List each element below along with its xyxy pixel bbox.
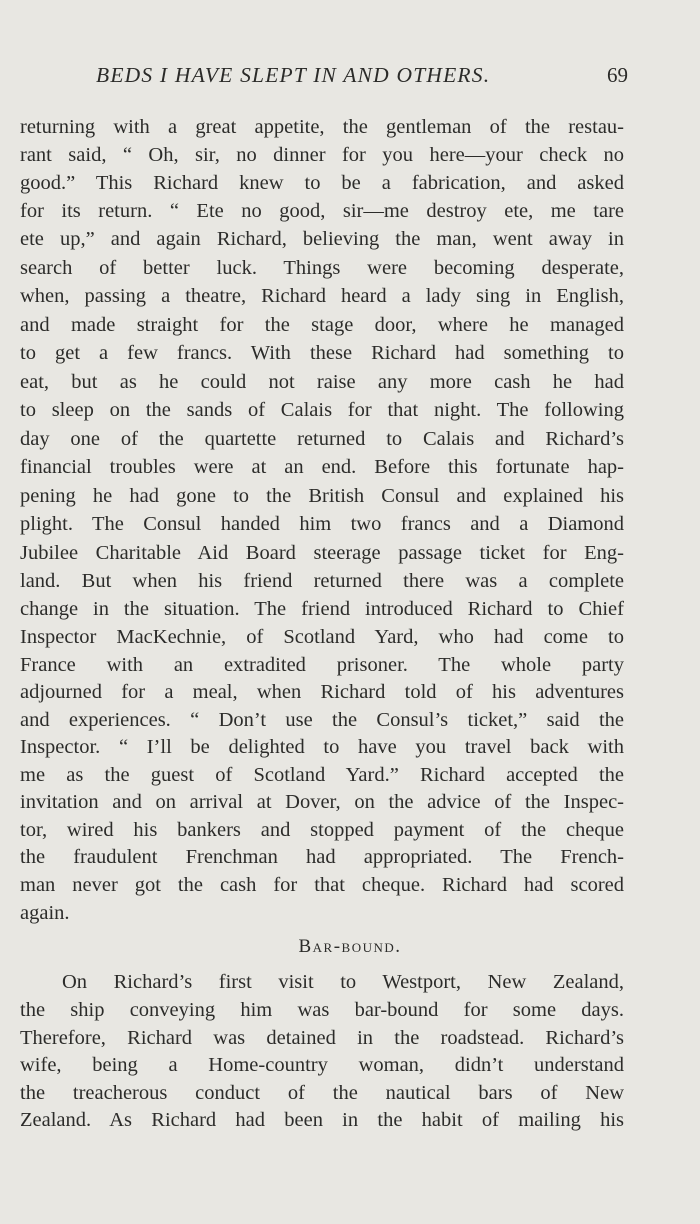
text-line: Jubilee Charitable Aid Board steerage passage ticket for Eng-: [20, 542, 624, 564]
running-title: BEDS I HAVE SLEPT IN AND OTHERS.: [96, 63, 491, 87]
text-line: day one of the quartette returned to Calais and Richard’s: [20, 428, 624, 450]
text-line: search of better luck. Things were becoming desperate,: [20, 257, 624, 279]
text-line: Inspector. “ I’ll be delighted to have you travel back with: [20, 736, 624, 758]
text-line: adjourned for a meal, when Richard told of his adventures: [20, 681, 624, 703]
text-line: change in the situation. The friend introduced Richard to Chief: [20, 598, 624, 620]
text-line: rant said, “ Oh, sir, no dinner for you here—your check no: [20, 144, 624, 166]
text-line: me as the guest of Scotland Yard.” Richard accepted the: [20, 764, 624, 786]
text-line: eat, but as he could not raise any more cash he had: [20, 371, 624, 393]
text-line: financial troubles were at an end. Before this fortunate hap-: [20, 456, 624, 478]
text-line: wife, being a Home-country woman, didn’t understand: [20, 1054, 624, 1076]
text-line: ete up,” and again Richard, believing the man, went away in: [20, 228, 624, 250]
text-line: pening he had gone to the British Consul and explained his: [20, 485, 624, 507]
text-line: the ship conveying him was bar-bound for some days.: [20, 999, 624, 1021]
text-line: to sleep on the sands of Calais for that night. The following: [20, 399, 624, 421]
text-line: man never got the cash for that cheque. Richard had scored: [20, 874, 624, 896]
text-line: and experiences. “ Don’t use the Consul’s ticket,” said the: [20, 709, 624, 731]
text-line: land. But when his friend returned there was a complete: [20, 570, 624, 592]
text-line: Inspector MacKechnie, of Scotland Yard, who had come to: [20, 626, 624, 648]
text-line: to get a few francs. With these Richard had something to: [20, 342, 624, 364]
text-line: plight. The Consul handed him two francs and a Diamond: [20, 513, 624, 535]
text-line: France with an extradited prisoner. The whole party: [20, 654, 624, 676]
text-line: On Richard’s first visit to Westport, New Zealand,: [62, 971, 624, 993]
text-line: the treacherous conduct of the nautical bars of New: [20, 1082, 624, 1104]
text-line: invitation and on arrival at Dover, on the advice of the Inspec-: [20, 791, 624, 813]
text-line: for its return. “ Ete no good, sir—me destroy ete, me tare: [20, 200, 624, 222]
section-heading: Bar-bound.: [298, 936, 402, 957]
text-line: good.” This Richard knew to be a fabrication, and asked: [20, 172, 624, 194]
text-line: when, passing a theatre, Richard heard a lady sing in English,: [20, 285, 624, 307]
text-line: returning with a great appetite, the gentleman of the restau-: [20, 116, 624, 138]
text-line: the fraudulent Frenchman had appropriated. The French-: [20, 846, 624, 868]
text-line: tor, wired his bankers and stopped payment of the cheque: [20, 819, 624, 841]
text-line: Therefore, Richard was detained in the roadstead. Richard’s: [20, 1027, 624, 1049]
running-head: [20, 60, 630, 92]
text-line: and made straight for the stage door, where he managed: [20, 314, 624, 336]
page-number: 69: [607, 63, 628, 87]
text-line: again.: [20, 902, 70, 924]
text-line: Zealand. As Richard had been in the habit of mailing his: [20, 1109, 624, 1131]
